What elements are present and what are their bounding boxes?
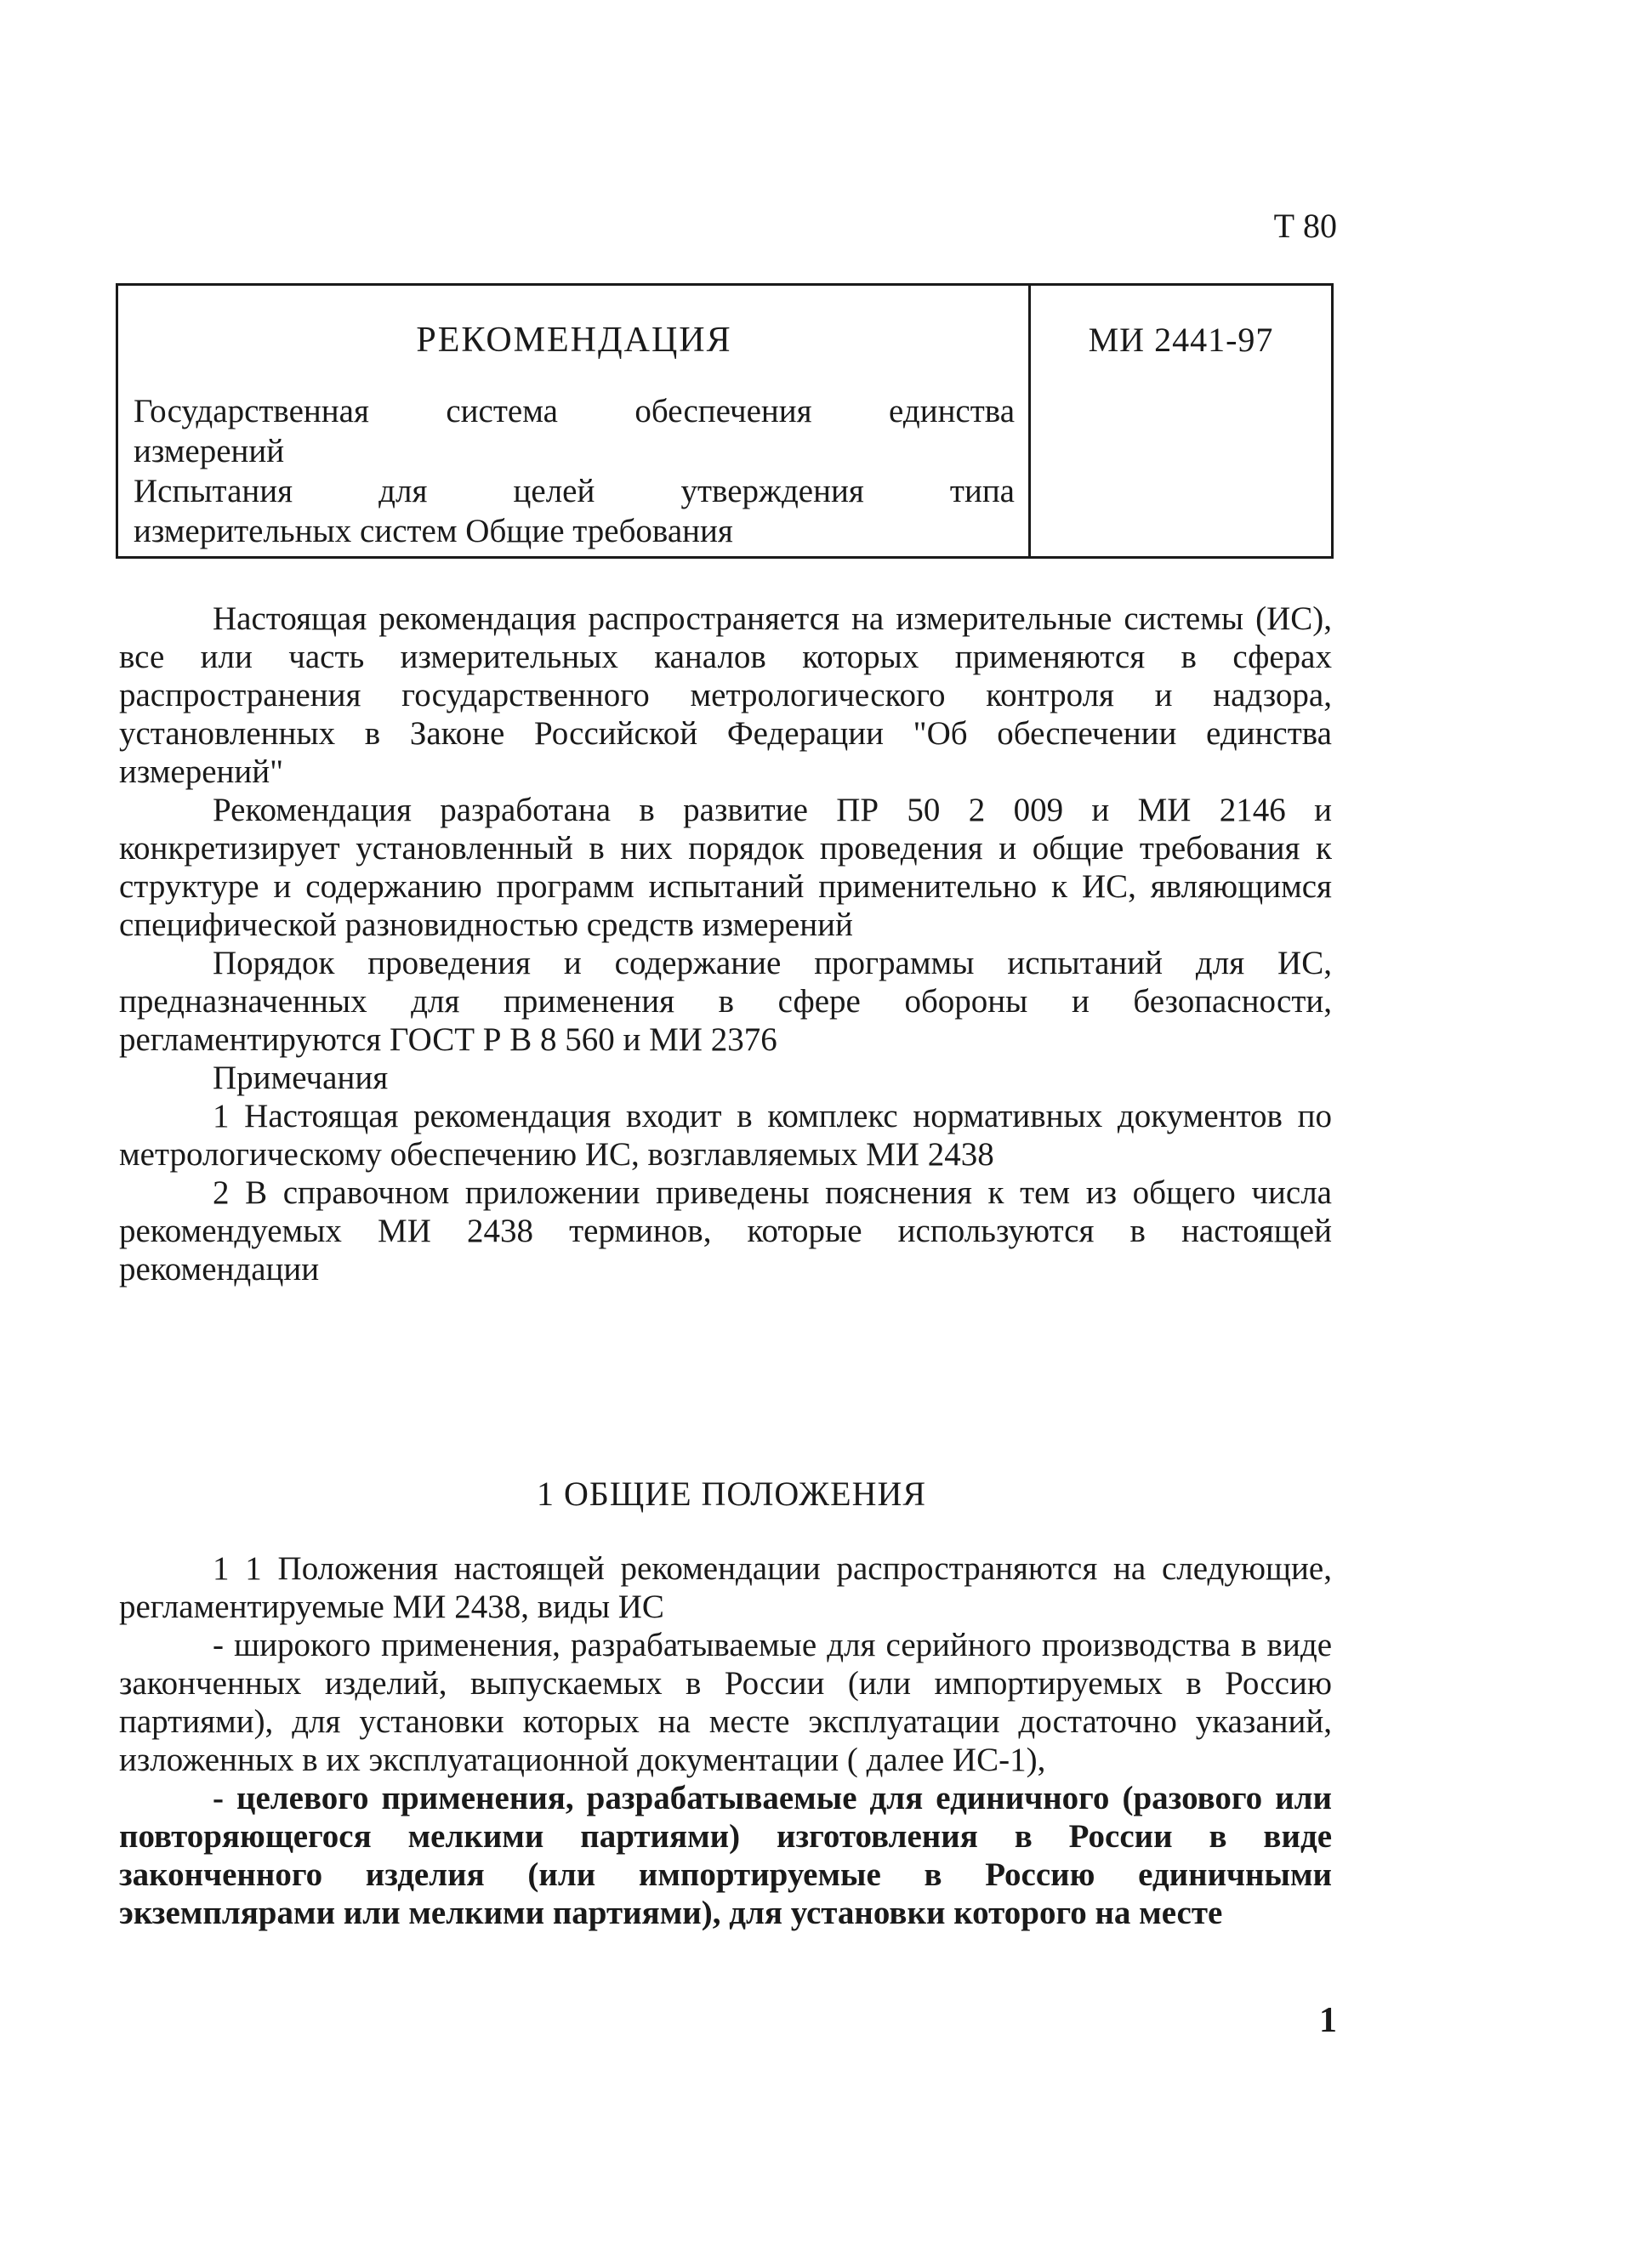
- intro-paragraph: Рекомендация разработана в развитие ПР 50 2 009 и МИ 2146 и конкретизирует установленный в них порядок проведения и общие требования к структуре и содержанию программ испытаний применительно к ИС, являющимся специфической разновидностью средств измерений: [119, 792, 1332, 943]
- intro-paragraph: Настоящая рекомендация распространяется на измерительные системы (ИС), все или часть измерительных каналов которых применяются в сферах распространения государственного метрологического контроля и надзора, установленных в Законе Российской Федерации "Об обеспечении единства измерений": [119, 600, 1332, 790]
- header-left-cell: [118, 286, 1031, 556]
- subject-line: измерений: [134, 433, 285, 469]
- document-code-label: Т 80: [1273, 207, 1337, 245]
- clause-paragraph: 1 1 Положения настоящей рекомендации распространяются на следующие, регламентируемые МИ 2438, виды ИС: [119, 1550, 1332, 1625]
- header-box: [116, 283, 1334, 559]
- list-item: - целевого применения, разрабатываемые для единичного (разового или повторяющегося мелкими партиями) изготовления в России в виде законченного изделия (или импортируемые в Россию единичными экземплярами или мелкими партиями), для установки которого на месте: [119, 1780, 1332, 1931]
- intro-paragraph: Порядок проведения и содержание программы испытаний для ИС, предназначенных для применения в сфере обороны и безопасности, регламентируются ГОСТ Р В 8 560 и МИ 2376: [119, 945, 1332, 1058]
- page-number: 1: [1319, 2001, 1337, 2040]
- section-heading: 1 ОБЩИЕ ПОЛОЖЕНИЯ: [536, 1475, 927, 1513]
- subject-line: Испытания для целей утверждения типа: [134, 473, 1015, 509]
- section-1-body: [119, 1549, 1332, 1932]
- note-item: 1 Настоящая рекомендация входит в комплекс нормативных документов по метрологическому обеспечению ИС, возглавляемых МИ 2438: [119, 1098, 1332, 1173]
- notes-heading: Примечания: [213, 1060, 389, 1096]
- subject-line: измерительных систем Общие требования: [134, 513, 733, 549]
- document-number: МИ 2441-97: [1088, 321, 1274, 359]
- intro-section: [119, 600, 1332, 1288]
- list-item: - широкого применения, разрабатываемые для серийного производства в виде законченных изделий, выпускаемых в России (или импортируемых в Россию партиями), для установки которых на месте эксплуатации достаточно указаний, изложенных в их эксплуатационной документации ( далее ИС-1),: [119, 1627, 1332, 1778]
- note-item: 2 В справочном приложении приведены пояснения к тем из общего числа рекомендуемых МИ 2438 терминов, которые используются в настоящей рекомендации: [119, 1174, 1332, 1287]
- subject-line: Государственная система обеспечения единства: [134, 393, 1015, 429]
- recommendation-title: РЕКОМЕНДАЦИЯ: [416, 321, 732, 360]
